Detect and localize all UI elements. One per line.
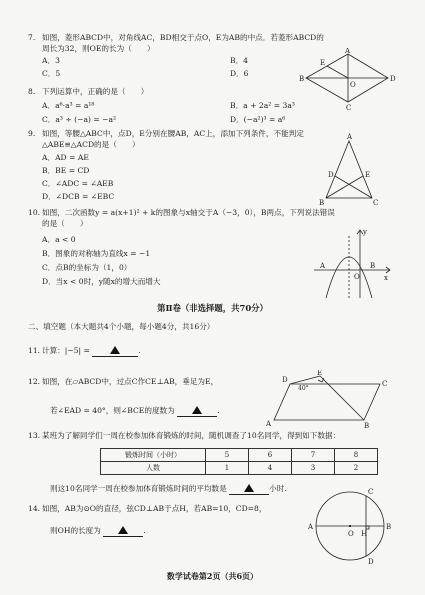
label-e: E [320, 59, 326, 67]
table-header-cell: 8 [335, 449, 378, 462]
question-number: 11. [28, 346, 41, 355]
option-d[interactable]: D．6 [230, 69, 249, 78]
table-header-cell: 5 [206, 449, 249, 462]
label-b: B [364, 422, 370, 428]
answer-blank[interactable] [177, 406, 217, 417]
option-c[interactable]: C．∠ADC = ∠AEB [42, 179, 114, 188]
question-stem-line1: 某班为了解同学们一周在校参加体育锻炼的时间，随机调查了10名同学，得到如下数据： [42, 431, 341, 440]
label-a: A [320, 262, 326, 270]
parallelogram-figure [258, 370, 388, 428]
rhombus-figure [298, 48, 398, 110]
triangle-mark-icon [110, 346, 120, 354]
label-o: O [354, 273, 360, 281]
question-stem-line2: 的是（ ） [42, 218, 88, 228]
label-h: H [361, 530, 368, 538]
answer-blank[interactable] [92, 346, 138, 357]
table-cell: 1 [206, 462, 249, 475]
question-stem-line1: 如图，等腰△ABC中，点D，E分别在腰AB，AC上，添加下列条件，不能判定 [42, 129, 304, 138]
label-d: D [368, 558, 374, 566]
label-b: B [299, 75, 305, 83]
option-c[interactable]: C．a³ ÷ (−a) = −a² [42, 115, 117, 124]
label-b: B [386, 523, 392, 531]
question-number: 8. [28, 87, 36, 96]
table-header-cell: 7 [292, 449, 335, 462]
label-a: A [345, 48, 351, 55]
question-number: 9. [28, 129, 36, 138]
question-stem-line2: △ABE≌△ACD的是（ ） [42, 139, 140, 149]
triangle-mark-icon [118, 526, 128, 534]
question-10 [28, 208, 335, 229]
fill-in-section-header: 二、填空题（本大题共4个小题，每小题4分，共16分） [28, 322, 215, 331]
option-b[interactable]: B．图象的对称轴为直线x = −1 [42, 249, 151, 258]
question-13-line1 [28, 431, 340, 441]
option-a[interactable]: A．a⁶·a³ = a¹⁸ [42, 101, 95, 110]
triangle-mark-icon [244, 484, 254, 492]
label-o: O [350, 81, 356, 89]
label-d: D [282, 376, 288, 384]
option-a[interactable]: A．AD = AE [42, 153, 89, 162]
table-cell: 2 [335, 462, 378, 475]
question-stem-line2: 则OH的长度为 [50, 526, 101, 535]
question-12-line2: 若∠EAD = 40°，则∠BCE的度数为 . [50, 406, 220, 415]
label-e: E [317, 370, 323, 377]
table-header-row [101, 449, 378, 462]
question-11: 11. 计算：|−5| = . [28, 346, 141, 355]
option-b[interactable]: B．4 [230, 56, 249, 65]
question-stem-line2: 则这10名同学一周在校参加体育锻炼时间的平均数是 [50, 484, 227, 493]
question-9 [28, 129, 304, 150]
label-b: B [319, 199, 325, 207]
label-d: D [390, 75, 396, 83]
triangle-mark-icon [192, 406, 202, 414]
label-d: D [328, 171, 334, 179]
parabola-figure [312, 226, 394, 300]
label-c: C [346, 104, 352, 110]
option-d[interactable]: D．当x < 0时，y随x的增大而增大 [42, 277, 161, 286]
question-stem-line2: 若∠EAD = 40°，则∠BCE的度数为 [50, 406, 175, 415]
question-13-line2 [50, 484, 287, 495]
table-cell: 人数 [101, 462, 206, 475]
label-x: x [384, 274, 388, 282]
question-stem-line1: 如图，AB为⊙O的直径，弦CD⊥AB于点H，若AB=10，CD=8， [42, 504, 267, 513]
label-c: C [382, 380, 388, 388]
table-cell: 3 [292, 462, 335, 475]
answer-blank[interactable] [229, 484, 269, 495]
answer-blank[interactable] [103, 526, 143, 537]
table-header-cell: 锻炼时间（小时） [101, 449, 206, 462]
label-a: A [308, 523, 314, 531]
question-number: 14. [28, 504, 41, 513]
option-b[interactable]: B．BE = CD [42, 166, 90, 175]
label-b: B [370, 262, 376, 270]
question-14-line1 [28, 504, 266, 514]
question-stem-line1: 如图，在▱ABCD中，过点C作CE⊥AB，垂足为E， [42, 377, 219, 386]
option-d[interactable]: D．(−a²)³ = a⁶ [230, 115, 286, 124]
table-header-cell: 6 [249, 449, 292, 462]
question-7 [28, 33, 324, 54]
part-ii-heading: 第Ⅱ卷（非选择题，共70分） [157, 303, 268, 313]
circle-figure [306, 486, 396, 566]
label-y: y [363, 228, 367, 236]
page-footer: 数学试卷第2页（共6页） [166, 571, 259, 581]
label-c: C [373, 199, 379, 207]
label-e: E [365, 171, 371, 179]
option-d[interactable]: D．∠DCB = ∠EBC [42, 192, 115, 201]
triangle-figure [318, 133, 380, 207]
question-8 [28, 87, 148, 98]
option-c[interactable]: C．5 [42, 69, 61, 78]
label-c: C [368, 488, 374, 496]
question-number: 13. [28, 431, 41, 440]
option-c[interactable]: C．点B的坐标为（1，0） [42, 263, 132, 272]
question-stem-line1: 如图，菱形ABCD中，对角线AC，BD相交于点O，E为AB的中点．若菱形ABCD的 [42, 33, 324, 42]
question-number: 7. [28, 33, 36, 42]
table-cell: 4 [249, 462, 292, 475]
label-angle: 40° [298, 385, 309, 392]
unit-label: 小时. [269, 484, 287, 493]
exercise-time-table [100, 448, 378, 475]
table-row [101, 462, 378, 475]
label-a: A [347, 133, 353, 141]
option-b[interactable]: B．a + 2a² = 3a³ [230, 101, 295, 110]
question-14-line2: 则OH的长度为 . [50, 526, 146, 535]
label-a: A [266, 420, 272, 428]
option-a[interactable]: A．3 [42, 56, 60, 65]
question-stem-line2: 周长为32，则OE的长为（ ） [42, 43, 155, 53]
question-stem-line1: 如图，二次函数y = a(x+1)² + k的图象与x轴交于A（−3，0），B两点，下列说法错误 [42, 208, 335, 217]
question-number: 10. [28, 208, 41, 217]
label-o: O [348, 530, 354, 538]
question-stem: 下列运算中，正确的是（ ） [42, 87, 149, 96]
option-a[interactable]: A．a < 0 [42, 235, 76, 244]
question-stem: 计算：|−5| = [42, 346, 90, 355]
question-number: 12. [28, 377, 41, 386]
question-12-line1 [28, 377, 218, 387]
